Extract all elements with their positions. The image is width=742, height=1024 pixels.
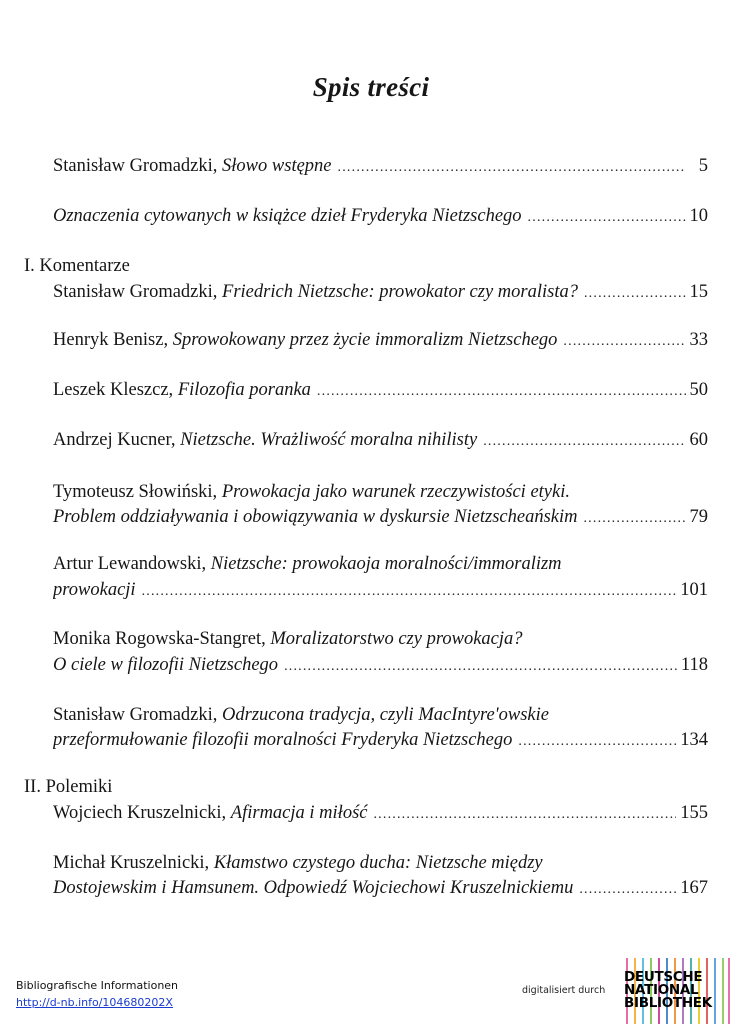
toc-entry xyxy=(53,504,708,530)
entry-page: 50 xyxy=(689,380,708,400)
toc-entry-line xyxy=(53,479,708,505)
entry-title: Sprowokowany przez życie immoralizm Nietzschego xyxy=(172,330,558,350)
dot-leader xyxy=(563,329,685,353)
entry-title: Prowokacja jako warunek rzeczywistości etyki. xyxy=(221,482,570,502)
dot-leader xyxy=(373,802,676,826)
entry-page: 134 xyxy=(680,730,708,750)
entry-page: 33 xyxy=(689,330,708,350)
entry-page: 79 xyxy=(689,507,708,527)
entry-author: Stanisław Gromadzki, xyxy=(53,282,223,302)
toc-entry xyxy=(53,279,708,305)
entry-page: 101 xyxy=(680,580,708,600)
toc-entry xyxy=(53,727,708,753)
entry-title: Nietzsche. Wrażliwość moralna nihilisty xyxy=(180,430,478,450)
entry-title-continued: prowokacji xyxy=(53,580,136,600)
bibliographic-info xyxy=(16,977,178,1011)
entry-title: Moralizatorstwo czy prowokacja? xyxy=(270,629,523,649)
dot-leader xyxy=(338,155,686,179)
dot-leader xyxy=(518,729,676,753)
dot-leader xyxy=(579,877,676,901)
toc-entry xyxy=(53,153,708,179)
entry-page: 167 xyxy=(680,878,708,898)
bib-link[interactable]: http://d-nb.info/104680202X xyxy=(16,996,173,1009)
entry-author: Tymoteusz Słowiński, xyxy=(53,482,222,502)
entry-title-continued: Problem oddziaływania i obowiązywania w dyskursie Nietzscheańskim xyxy=(53,507,578,527)
entry-title: Nietzsche: prowokaoja moralności/immoralizm xyxy=(210,554,562,574)
entry-title: Filozofia poranka xyxy=(177,380,311,400)
dot-leader xyxy=(142,579,677,603)
entry-title-continued: przeformułowanie filozofii moralności Fryderyka Nietzschego xyxy=(53,730,513,750)
toc-entry-line xyxy=(53,626,708,652)
section-heading: I. Komentarze xyxy=(24,256,130,276)
entry-page: 5 xyxy=(698,156,708,176)
toc-entry-line xyxy=(53,702,708,728)
toc-entry xyxy=(53,427,708,453)
entry-author: Andrzej Kucner, xyxy=(53,430,181,450)
dot-leader xyxy=(528,205,686,229)
entry-title: Oznaczenia cytowanych w książce dzieł Fryderyka Nietzschego xyxy=(53,206,522,226)
toc-entry-line xyxy=(53,850,708,876)
dnb-logo-text: DEUTSCHE NATIONAL BIBLIOTHEK xyxy=(624,969,712,1011)
toc-entry-line xyxy=(53,551,708,577)
entry-author: Stanisław Gromadzki, xyxy=(53,156,223,176)
entry-author: Artur Lewandowski, xyxy=(53,554,211,574)
dot-leader xyxy=(317,379,686,403)
bib-label: Bibliografische Informationen xyxy=(16,979,179,992)
entry-page: 10 xyxy=(689,206,708,226)
entry-title: Friedrich Nietzsche: prowokator czy moralista? xyxy=(222,282,578,302)
toc-entry xyxy=(53,652,708,678)
entry-author: Stanisław Gromadzki, xyxy=(53,705,223,725)
toc-entry xyxy=(53,800,708,826)
toc-entry xyxy=(53,327,708,353)
page-title: Spis treści xyxy=(312,72,430,102)
entry-title-continued: O ciele w filozofii Nietzschego xyxy=(53,655,279,675)
dot-leader xyxy=(583,506,685,530)
entry-author: Monika Rogowska-Stangret, xyxy=(53,629,271,649)
digitized-by-label: digitalisiert durch xyxy=(522,985,606,996)
entry-page: 155 xyxy=(680,803,708,823)
toc-entry xyxy=(53,203,708,229)
entry-page: 15 xyxy=(689,282,708,302)
entry-title: Kłamstwo czystego ducha: Nietzsche między xyxy=(213,853,543,873)
dnb-logo xyxy=(624,958,732,1024)
entry-title-continued: Dostojewskim i Hamsunem. Odpowiedź Wojciechowi Kruszelnickiemu xyxy=(53,878,574,898)
dot-leader xyxy=(584,281,686,305)
entry-author: Wojciech Kruszelnicki, xyxy=(53,803,231,823)
toc-entry xyxy=(53,377,708,403)
entry-title: Słowo wstępne xyxy=(222,156,332,176)
toc-entry xyxy=(53,577,708,603)
entry-title: Odrzucona tradycja, czyli MacIntyre'owskie xyxy=(222,705,549,725)
entry-author: Henryk Benisz, xyxy=(53,330,173,350)
toc-entry xyxy=(53,875,708,901)
entry-page: 118 xyxy=(680,655,708,675)
entry-title: Afirmacja i miłość xyxy=(230,803,368,823)
entry-page: 60 xyxy=(689,430,708,450)
dot-leader xyxy=(483,429,685,453)
dot-leader xyxy=(284,654,677,678)
entry-author: Michał Kruszelnicki, xyxy=(53,853,214,873)
section-heading: II. Polemiki xyxy=(24,777,113,797)
entry-author: Leszek Kleszcz, xyxy=(53,380,178,400)
